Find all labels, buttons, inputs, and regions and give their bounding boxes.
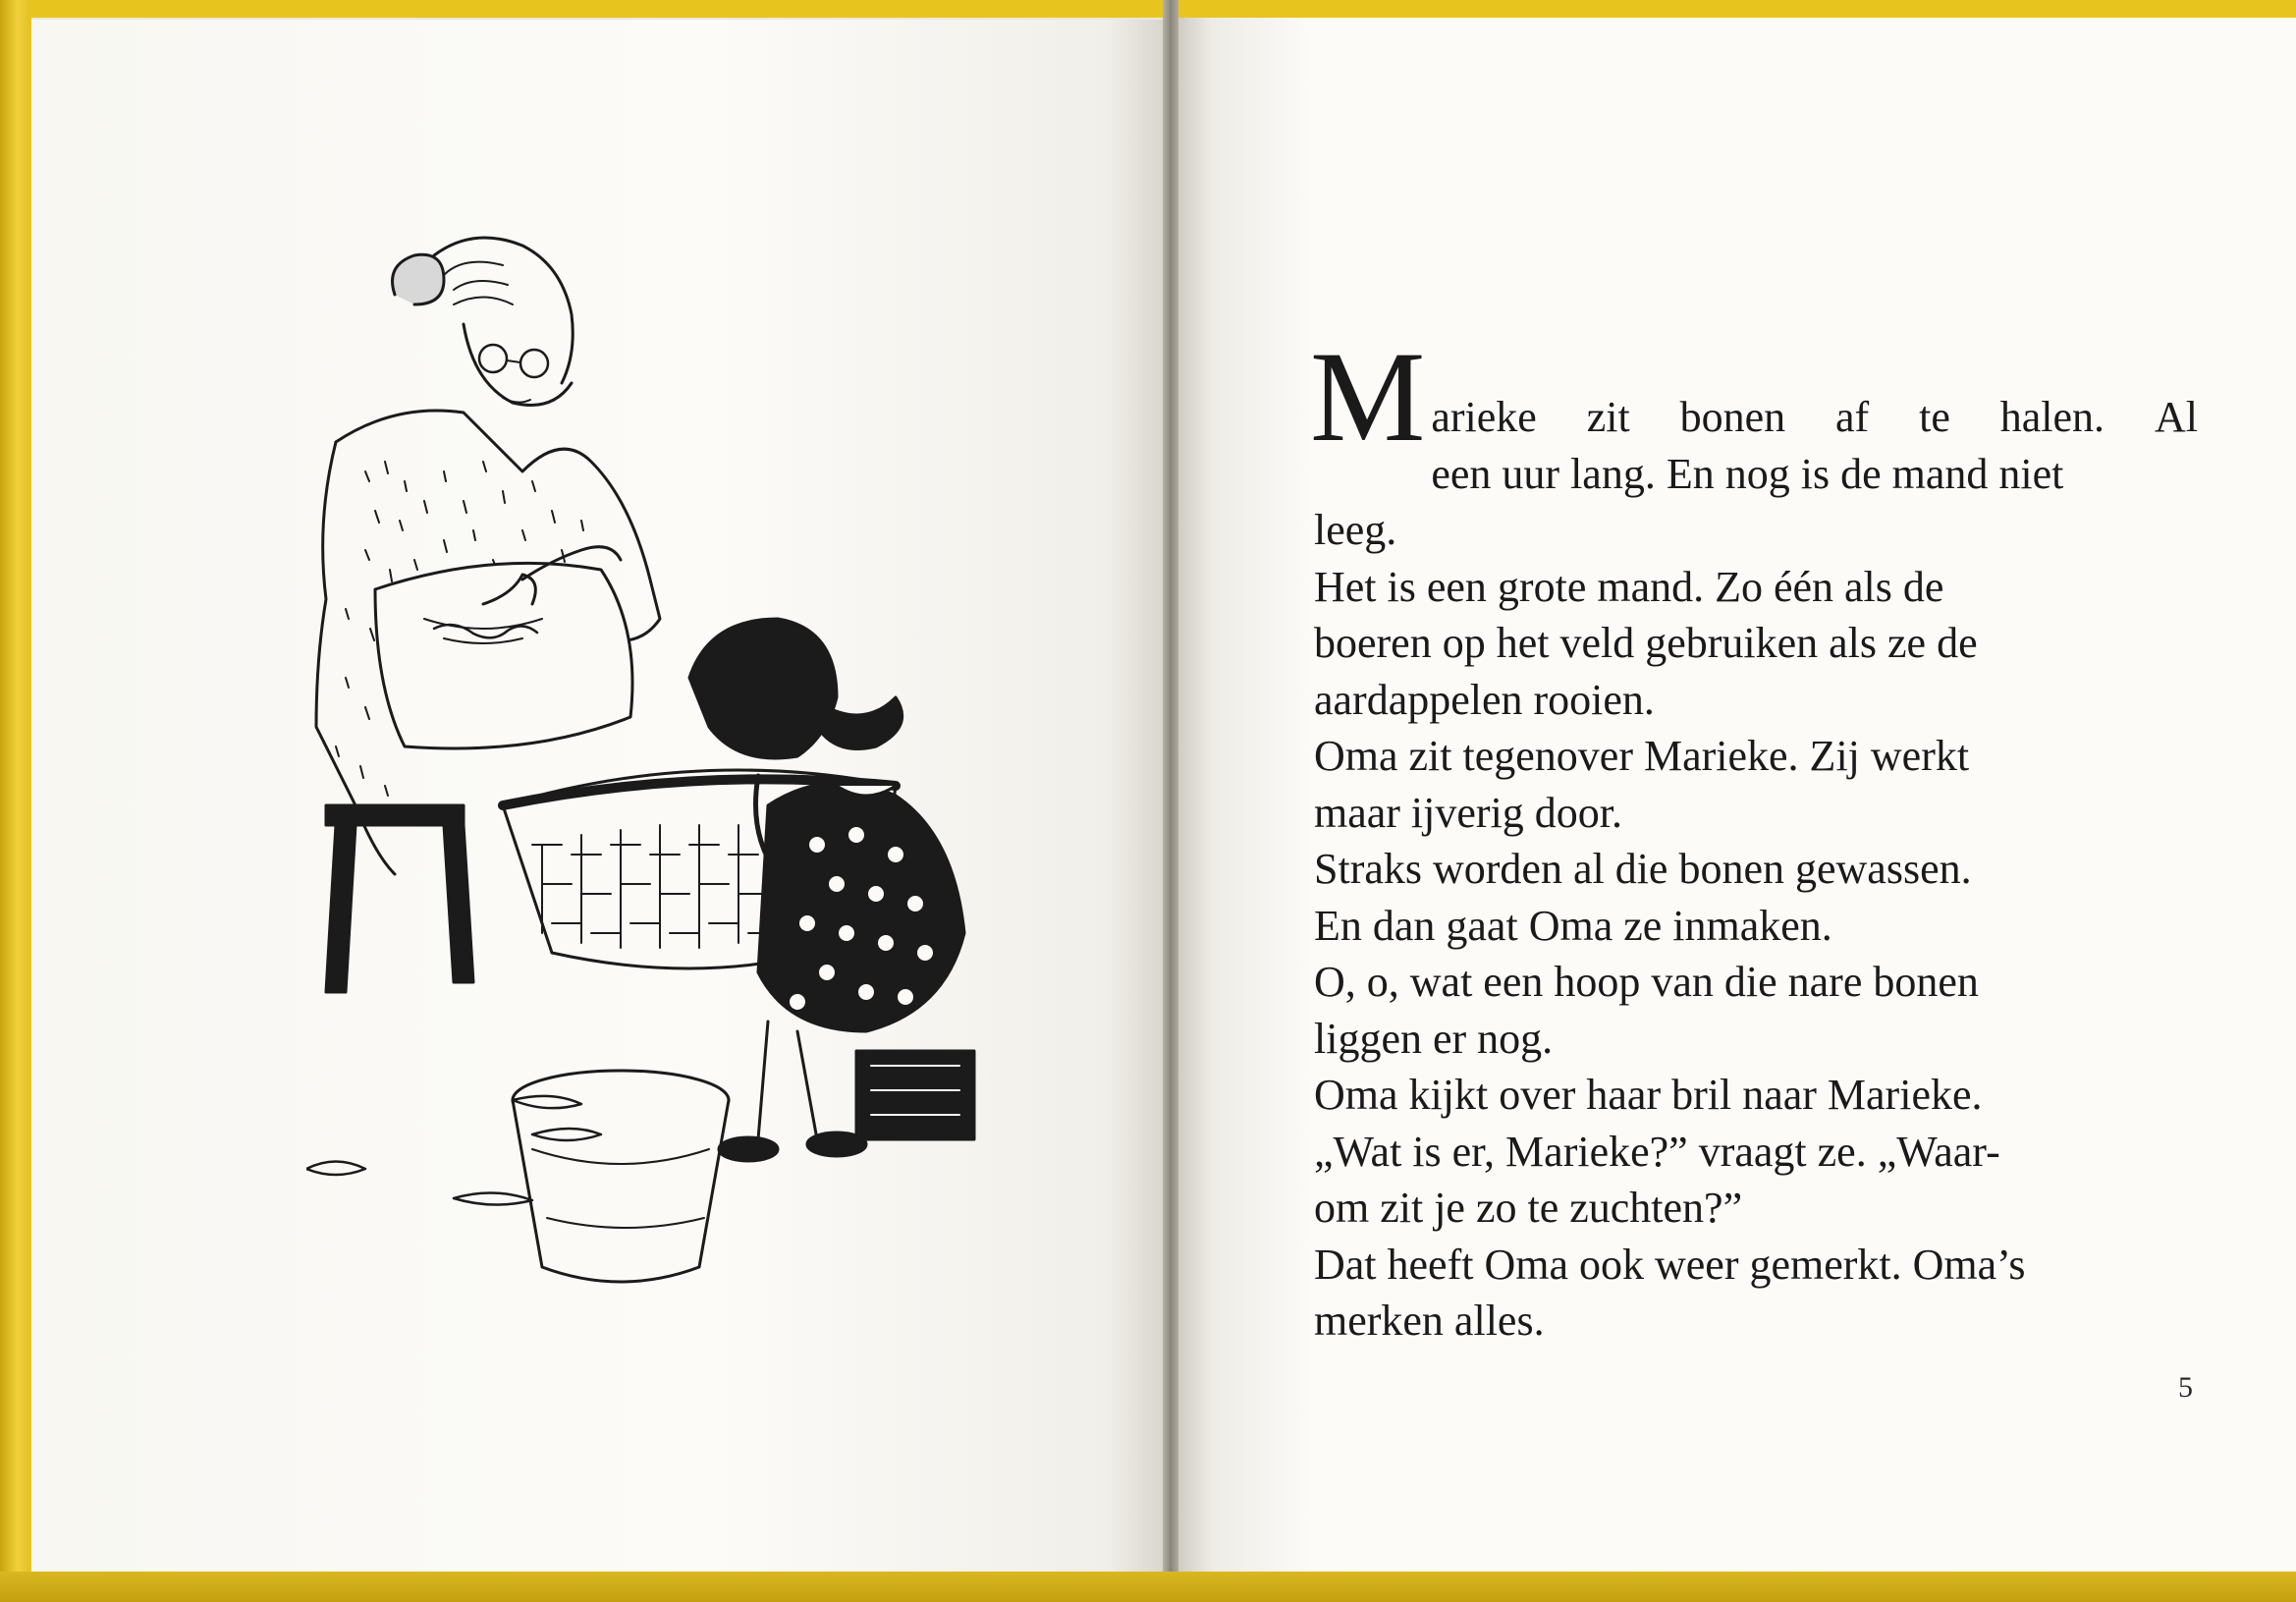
story-line: merken alles. [1314, 1297, 1545, 1345]
book-cover-edge-left [0, 0, 29, 1602]
story-line: boeren op het veld gebruiken als ze de [1314, 619, 1978, 667]
story-line: En dan gaat Oma ze inmaken. [1314, 901, 1832, 950]
story-line: Het is een grote mand. Zo één als de [1314, 562, 1944, 611]
story-line: aardappelen rooien. [1314, 675, 1655, 724]
story-line: liggen er nog. [1314, 1014, 1554, 1063]
story-line: „Wat is er, Marieke?” vraagt ze. „Waar- [1314, 1127, 2000, 1176]
story-line: Oma zit tegenover Marieke. Zij werkt [1314, 732, 1970, 780]
story-line: O, o, wat een hoop van die nare bonen [1314, 958, 1979, 1006]
story-line: om zit je zo te zuchten?” [1314, 1184, 1743, 1232]
page-number: 5 [2178, 1371, 2193, 1404]
book-cover-edge-bottom [0, 1572, 2296, 1602]
story-line: Dat heeft Oma ook weer gemerkt. Oma’s [1314, 1240, 2026, 1289]
left-page [31, 18, 1163, 1579]
story-line: een uur lang. En nog is de mand niet [1431, 449, 2064, 498]
story-line: Straks worden al die bonen gewassen. [1314, 845, 1972, 893]
drop-cap: M [1310, 324, 1426, 469]
story-line: maar ijverig door. [1314, 788, 1623, 837]
story-line: leeg. [1314, 506, 1397, 554]
book-gutter [1163, 0, 1178, 1602]
story-line-1: arieke zit bonen af te halen. Al [1431, 393, 2198, 441]
bucket [513, 1071, 729, 1282]
story-text [1310, 324, 2198, 1350]
illustration-grandmother-and-girl [306, 216, 1131, 1355]
story-line: Oma kijkt over haar bril naar Marieke. [1314, 1071, 1983, 1119]
